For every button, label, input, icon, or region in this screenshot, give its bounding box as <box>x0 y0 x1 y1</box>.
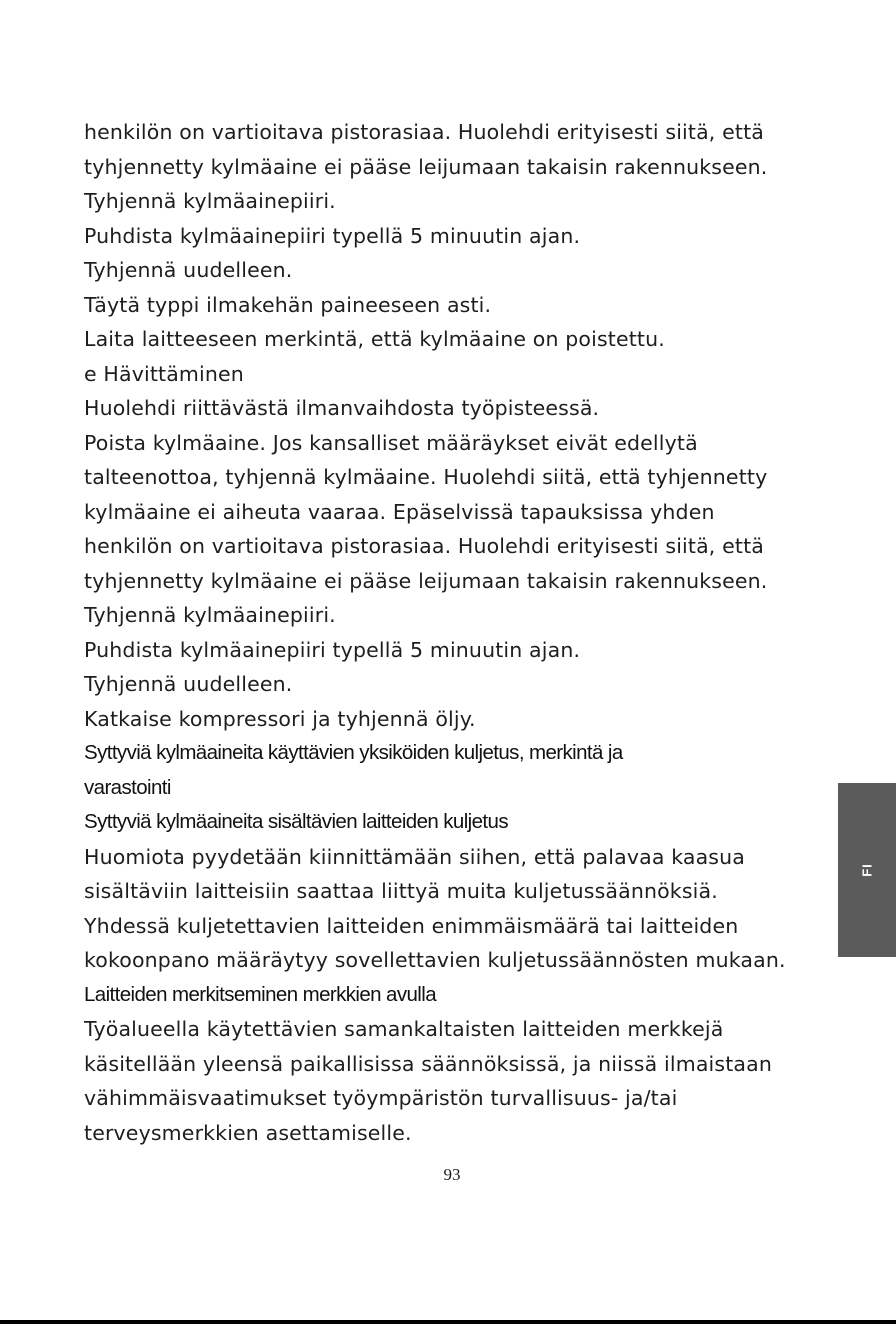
body-text-line: Tyhjennä kylmäainepiiri. <box>84 603 336 627</box>
body-text-line: e Hävittäminen <box>84 361 244 386</box>
body-text-line: Työalueella käytettävien samankaltaisten laitteiden merkkejä <box>84 1017 724 1041</box>
body-text-line: tyhjennetty kylmäaine ei pääse leijumaan takaisin rakennukseen. <box>84 154 768 179</box>
body-text-line: Puhdista kylmäainepiiri typellä 5 minuutin ajan. <box>84 637 581 662</box>
body-text-line: henkilön on vartioitava pistorasiaa. Huolehdi erityisesti siitä, että <box>84 120 764 144</box>
body-text-line: sisältäviin laitteisiin saattaa liittyä muita kuljetussäännöksiä. <box>84 879 718 903</box>
section-heading-line: varastointi <box>84 775 171 799</box>
body-text-line: Laita laitteeseen merkintä, että kylmäaine on poistettu. <box>84 327 665 351</box>
body-text-line: henkilön on vartioitava pistorasiaa. Huolehdi erityisesti siitä, että <box>84 534 764 558</box>
language-tab-label: FI <box>859 863 875 877</box>
body-text-line: Huomiota pyydetään kiinnittämään siihen, että palavaa kaasua <box>84 844 745 869</box>
section-heading-line: Laitteiden merkitseminen merkkien avulla <box>84 982 437 1006</box>
body-text-line: Tyhjennä kylmäainepiiri. <box>84 189 336 213</box>
section-heading-line: Syttyviä kylmäaineita käyttävien yksiköiden kuljetus, merkintä ja <box>84 741 623 764</box>
body-text-line: Täytä typpi ilmakehän paineeseen asti. <box>84 292 492 317</box>
body-text-line: kylmäaine ei aiheuta vaaraa. Epäselvissä tapauksissa yhden <box>84 499 715 524</box>
page-number: 93 <box>443 1165 461 1184</box>
page-body <box>84 115 824 1150</box>
bottom-rule <box>0 1320 896 1324</box>
body-text-line: tyhjennetty kylmäaine ei pääse leijumaan takaisin rakennukseen. <box>84 568 768 593</box>
language-tab <box>838 783 896 957</box>
body-text-line: Katkaise kompressori ja tyhjennä öljy. <box>84 706 476 731</box>
section-heading-line: Syttyviä kylmäaineita sisältävien laitteiden kuljetus <box>84 810 508 833</box>
body-text-line: Tyhjennä uudelleen. <box>84 258 293 282</box>
body-text-line: käsitellään yleensä paikallisissa säännöksissä, ja niissä ilmaistaan <box>84 1051 772 1076</box>
body-text-line: kokoonpano määräytyy sovellettavien kuljetussäännösten mukaan. <box>84 948 786 972</box>
body-text-line: Puhdista kylmäainepiiri typellä 5 minuutin ajan. <box>84 223 581 248</box>
body-text-line: vähimmäisvaatimukset työympäristön turvallisuus- ja/tai <box>84 1086 678 1110</box>
body-text-line: Tyhjennä uudelleen. <box>84 672 293 696</box>
body-text-line: Huolehdi riittävästä ilmanvaihdosta työpisteessä. <box>84 396 600 420</box>
body-text-line: Poista kylmäaine. Jos kansalliset määräykset eivät edellytä <box>84 430 698 455</box>
body-text-line: Yhdessä kuljetettavien laitteiden enimmäismäärä tai laitteiden <box>84 913 739 938</box>
body-text-line: talteenottoa, tyhjennä kylmäaine. Huolehdi siitä, että tyhjennetty <box>84 465 768 489</box>
body-text-line: terveysmerkkien asettamiselle. <box>84 1120 412 1145</box>
